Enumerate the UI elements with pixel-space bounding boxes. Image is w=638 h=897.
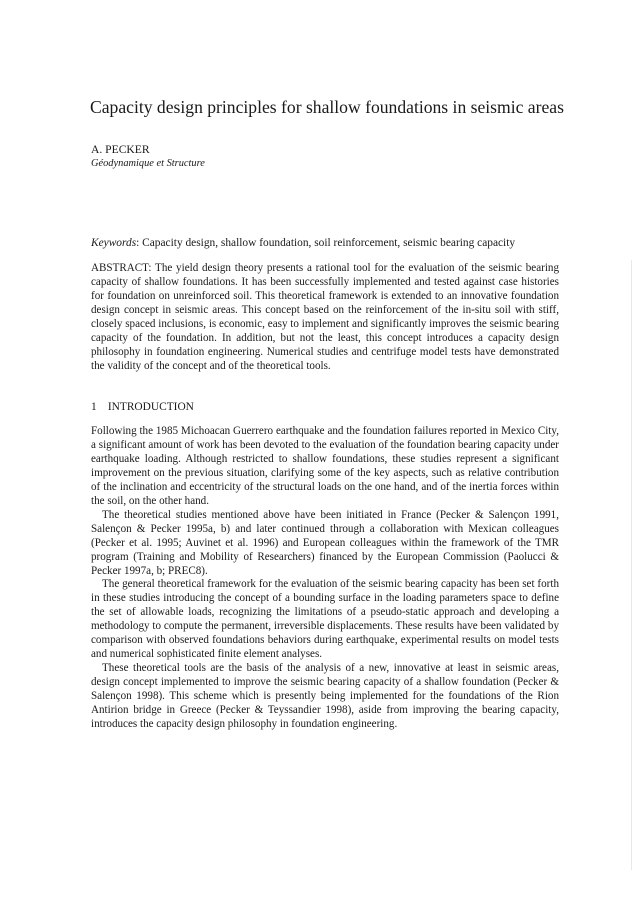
section-heading [91,400,194,414]
section-title: INTRODUCTION [107,401,194,413]
paragraph: The theoretical studies mentioned above have been initiated in France (Pecker & Salençon 1991, Salençon & Pecker 1995a, b) and later continued through a collaboration with Mexican colleagues (Pecker et al. 1995; Auvinet et al. 1996) and European colleagues within the framework of the TMR program (Training and Mobility of Researchers) financed by the European Commission (Paolucci & Pecker 1997a, b; PREC8). [91,508,559,577]
paragraph: Following the 1985 Michoacan Guerrero earthquake and the foundation failures reported in Mexico City, a significant amount of work has been devoted to the evaluation of the foundation bearing capacity under earthquake loading. Although restricted to shallow foundations, these studies represent a significant improvement on the previous situation, clarifying some of the key aspects, such as relative contribution of the inclination and eccentricity of the structural loads on the one hand, and of the inertia forces within the soil, on the other hand. [91,425,559,507]
author-affiliation: Géodynamique et Structure [91,158,205,169]
scan-edge-line [631,260,632,870]
paragraph: The general theoretical framework for the evaluation of the seismic bearing capacity has been set forth in these studies introducing the concept of a bounding surface in the loading parameters space to define the set of allowable loads, recognizing the limitations of a pseudo-static approach and developing a methodology to compute the permanent, irreversible displacements. These results have been validated by comparison with observed foundations behaviors during earthquake, experimental results on model tests and numerical sophisticated finite element analyses. [91,578,559,661]
keywords-text: : Capacity design, shallow foundation, soil reinforcement, seismic bearing capacity [136,237,516,249]
section-number: 1 [91,401,97,413]
paper-title: Capacity design principles for shallow foundations in seismic areas [90,97,564,117]
author-name: A. PECKER [91,143,150,156]
paragraph: These theoretical tools are the basis of the analysis of a new, innovative at least in seismic areas, design concept implemented to improve the seismic bearing capacity of a shallow foundation (Pecker & Salençon 1998). This scheme which is presently being implemented for the foundations of the Rion Antirion bridge in Greece (Pecker & Teyssandier 1998), aside from improving the bearing capacity, introduces the capacity design philosophy in foundation engineering. [91,662,559,731]
keywords-line [91,236,561,250]
keywords-label: Keywords [91,237,137,249]
abstract: ABSTRACT: The yield design theory presents a rational tool for the evaluation of the seismic bearing capacity of shallow foundations. It has been successfully implemented and tested against case histories for foundation on unreinforced soil. This theoretical framework is extended to an innovative foundation design concept in seismic areas. This concept based on the reinforcement of the in-situ soil with stiff, closely spaced inclusions, is economic, easy to implement and significantly improves the seismic bearing capacity of the foundation. In addition, but not the least, this concept introduces a capacity design philosophy in foundation engineering. Numerical studies and centrifuge model tests have demonstrated the validity of the concept and of the theoretical tools. [91,262,559,372]
introduction-body [91,425,559,732]
